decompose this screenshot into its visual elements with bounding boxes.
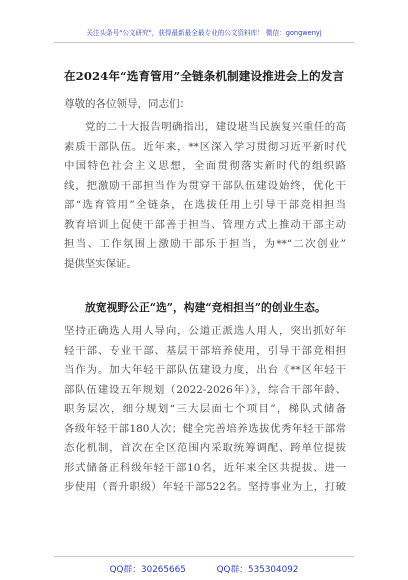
paragraph-line: 担当、工作氛围上激励干部乐于担当，为**“二次创业” bbox=[64, 238, 346, 250]
section-heading: 放宽视野公正“选”，构建“竞相担当”的创业生态。 bbox=[85, 301, 326, 314]
footer-qq-group-2: QQ群：535304092 bbox=[216, 565, 299, 575]
paragraph-line: 党的二十大报告明确指出，建设堪当民族复兴重任的高 bbox=[85, 121, 346, 133]
paragraph-line: 中国特色社会主义思想，全面贯彻落实新时代的组织路 bbox=[64, 160, 346, 172]
paragraph-line: 各级年轻干部180人次；健全完善培养选拔优秀年轻干部常 bbox=[64, 422, 346, 435]
paragraph-line: 态化机制，首次在全区范围内采取统筹调配、跨单位提拔 bbox=[64, 442, 346, 454]
footer bbox=[0, 562, 408, 575]
paragraph-line: 步使用（晋升职级）年轻干部522名。坚持事业为上，打破 bbox=[64, 481, 346, 493]
footer-divider bbox=[54, 556, 354, 557]
paragraph-1 bbox=[64, 118, 346, 274]
document-title: 在2024年“选育管用”全链条机制建设推进会上的发言 bbox=[63, 69, 345, 83]
header-banner: 关注头条号"公文研究"，获得最新最全最专业的公文资料库！ 微信：gongwenyj bbox=[86, 29, 322, 37]
paragraph-line: 教育培训上促使干部善于担当、管理方式上推动干部主动 bbox=[64, 218, 346, 231]
paragraph-line: 职务层次，细分规划“三大层面七个项目”，梯队式储备 bbox=[64, 403, 346, 415]
paragraph-line: 线，把激励干部担当作为贯穿干部队伍建设始终，优化干 bbox=[64, 179, 346, 192]
paragraph-line: 轻干部、专业干部、基层干部培养使用，引导干部竞相担 bbox=[64, 344, 346, 357]
paragraph-2 bbox=[64, 322, 346, 498]
paragraph-line: 提供坚实保证。 bbox=[64, 257, 137, 270]
header-divider bbox=[54, 42, 354, 43]
paragraph-line: 形式储备正科级年轻干部10名，近年来全区共提拔、进一 bbox=[64, 461, 346, 474]
greeting: 尊敬的各位领导，同志们： bbox=[64, 98, 190, 110]
paragraph-line: 坚持正确选人用人导向，公道正派选人用人，突出抓好年 bbox=[64, 325, 346, 337]
paragraph-line: 素质干部队伍。近年来，**区深入学习贯彻习近平新时代 bbox=[64, 140, 346, 153]
paragraph-line: 部“选育管用”全链条，在选拔任用上引导干部竞相担当 bbox=[64, 199, 346, 211]
footer-qq-group-1: QQ群：30265665 bbox=[109, 565, 186, 575]
paragraph-line: 当作为。加大年轻干部队伍建设力度，出台《**区年轻干 bbox=[64, 364, 346, 376]
paragraph-line: 部队伍建设五年规划（2022-2026年）》，综合干部年龄、 bbox=[64, 383, 346, 396]
